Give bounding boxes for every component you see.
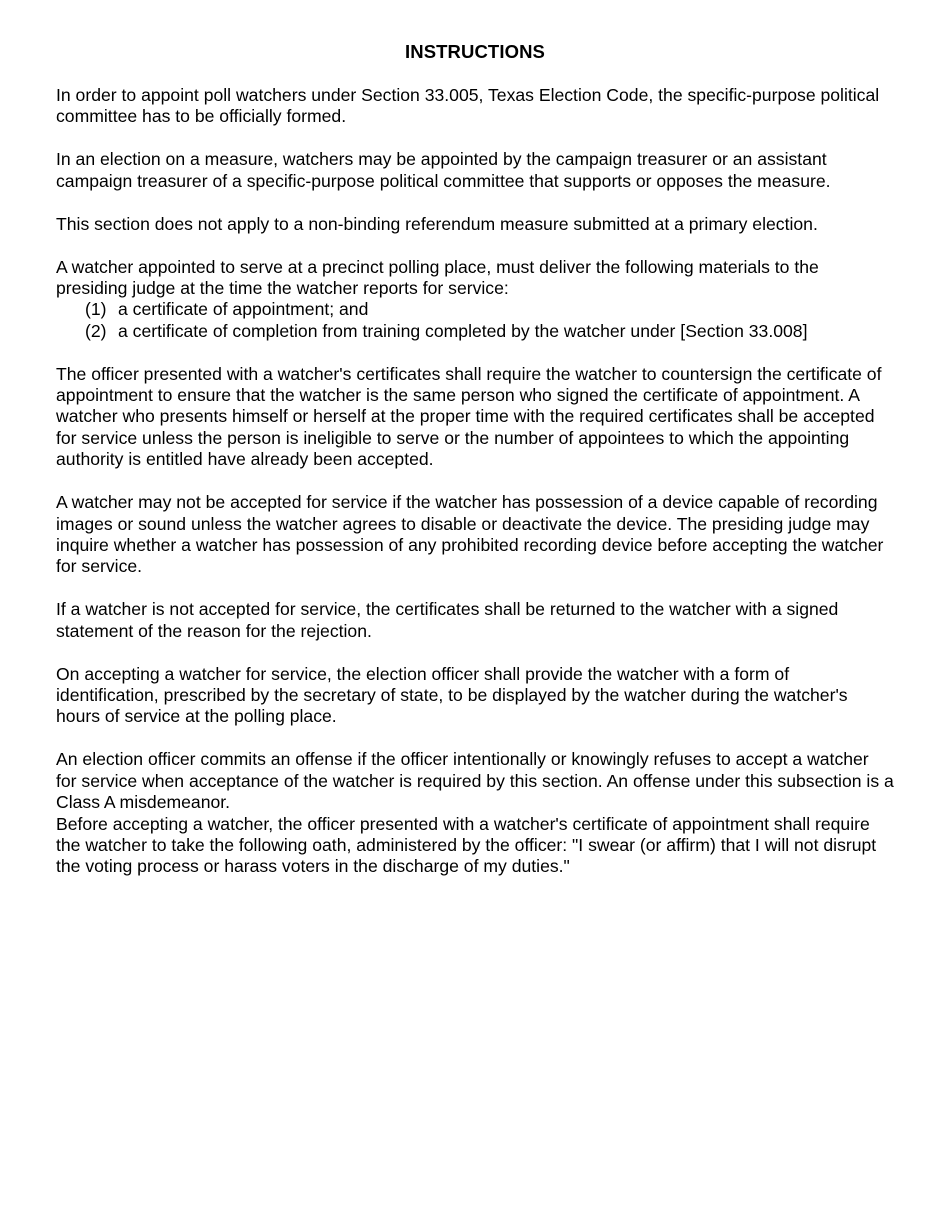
paragraph-watcher-oath: Before accepting a watcher, the officer presented with a watcher's certificate of appointment shall require the watcher to take the following oath, administered by the officer: "I swear (or affirm) that I will not disrupt the voting process or harass voters in the discharge of my duties." — [56, 813, 877, 877]
paragraph-measure-election: In an election on a measure, watchers may be appointed by the campaign treasurer or an assistant campaign treasurer of a specific-purpose political committee that supports or opposes the measure. — [56, 149, 831, 191]
list-item-number: (1) — [85, 299, 107, 320]
paragraph-non-binding-referendum: This section does not apply to a non-binding referendum measure submitted at a primary election. — [56, 213, 818, 234]
paragraph-rejection-statement: If a watcher is not accepted for service, the certificates shall be returned to the watcher with a signed statement of the reason for the rejection. — [56, 599, 839, 641]
list-item — [85, 321, 894, 342]
materials-list — [56, 299, 894, 342]
paragraph-countersign-certificate: The officer presented with a watcher's certificates shall require the watcher to countersign the certificate of appointment to ensure that the watcher is the same person who signed the certificate of appointment. A watcher who presents himself or herself at the proper time with the required certificates shall be accepted for service unless the person is ineligible to serve or the number of appointees to which the appointing authority is entitled have already been accepted. — [56, 363, 882, 470]
list-item-number: (2) — [85, 320, 107, 341]
list-item-text: a certificate of completion from training completed by the watcher under [Section 33.008] — [118, 320, 808, 341]
list-item-text: a certificate of appointment; and — [118, 299, 369, 320]
list-item — [85, 299, 894, 320]
paragraph-identification-form: On accepting a watcher for service, the election officer shall provide the watcher with a form of identification, prescribed by the secretary of state, to be displayed by the watcher during the watcher's hours of service at the polling place. — [56, 663, 848, 727]
paragraph-offense: An election officer commits an offense if the officer intentionally or knowingly refuses to accept a watcher for service when acceptance of the watcher is required by this section. An offense under this subsection is a Class A misdemeanor. — [56, 749, 894, 813]
paragraph-poll-watcher-appointment: In order to appoint poll watchers under Section 33.005, Texas Election Code, the specific-purpose political committee has to be officially formed. — [56, 85, 880, 127]
page-title: INSTRUCTIONS — [405, 41, 545, 62]
paragraph-recording-device: A watcher may not be accepted for service if the watcher has possession of a device capable of recording images or sound unless the watcher agrees to disable or deactivate the device. The presiding judge may inquire whether a watcher has possession of any prohibited recording device before accepting the watcher for service. — [56, 492, 884, 577]
paragraph-watcher-materials: A watcher appointed to serve at a precinct polling place, must deliver the following materials to the presiding judge at the time the watcher reports for service: — [56, 256, 819, 298]
